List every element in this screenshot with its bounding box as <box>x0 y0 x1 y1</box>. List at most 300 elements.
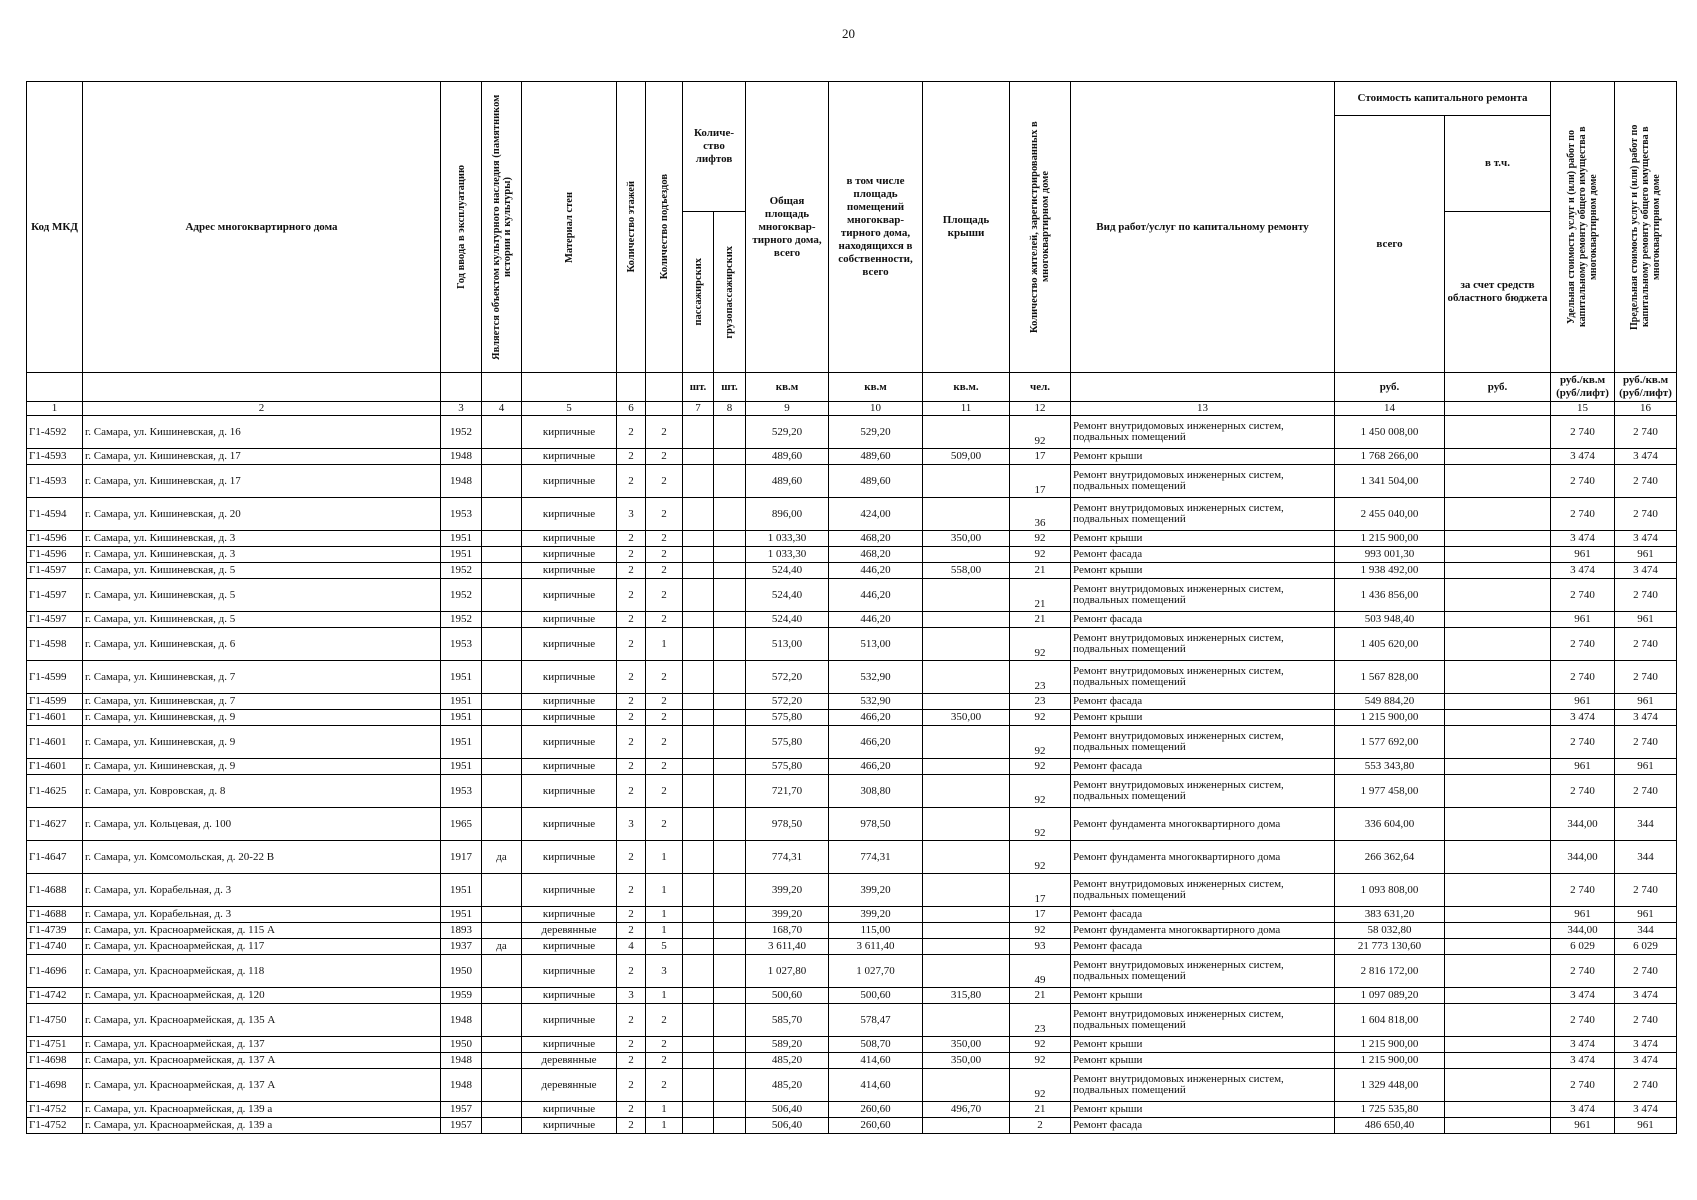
cell-code: Г1-4739 <box>27 923 83 939</box>
cell-roof-area <box>923 874 1010 907</box>
cell-year: 1952 <box>441 563 482 579</box>
cell-cost-total: 1 450 008,00 <box>1335 416 1445 449</box>
cell-lifts-freight <box>714 661 746 694</box>
cell-unit-cost: 344,00 <box>1551 808 1615 841</box>
cell-heritage <box>482 465 522 498</box>
cell-heritage <box>482 563 522 579</box>
cell-residents: 92 <box>1010 775 1071 808</box>
cell-cost-regional <box>1445 498 1551 531</box>
table-header <box>27 82 1677 416</box>
column-number: 7 <box>683 402 714 416</box>
table-row <box>27 988 1677 1004</box>
cell-heritage <box>482 955 522 988</box>
cell-cost-total: 58 032,80 <box>1335 923 1445 939</box>
cell-wall-material: кирпичные <box>522 874 617 907</box>
column-number: 11 <box>923 402 1010 416</box>
cell-year: 1948 <box>441 1053 482 1069</box>
cell-year: 1952 <box>441 612 482 628</box>
cell-lifts-passenger <box>683 465 714 498</box>
cell-wall-material: кирпичные <box>522 939 617 955</box>
cell-roof-area <box>923 628 1010 661</box>
cell-address: г. Самара, ул. Корабельная, д. 3 <box>83 907 441 923</box>
table-row <box>27 661 1677 694</box>
cell-heritage <box>482 694 522 710</box>
cell-entrances: 2 <box>646 808 683 841</box>
cell-floors: 2 <box>617 416 646 449</box>
cell-residents: 21 <box>1010 579 1071 612</box>
cell-floors: 2 <box>617 874 646 907</box>
cell-year: 1950 <box>441 955 482 988</box>
cell-lifts-freight <box>714 579 746 612</box>
cell-owned-area: 578,47 <box>829 1004 923 1037</box>
cell-roof-area <box>923 579 1010 612</box>
cell-address: г. Самара, ул. Комсомольская, д. 20-22 В <box>83 841 441 874</box>
cell-total-area: 399,20 <box>746 874 829 907</box>
cell-unit-cost: 2 740 <box>1551 955 1615 988</box>
cell-entrances: 2 <box>646 498 683 531</box>
table-row <box>27 710 1677 726</box>
cell-lifts-passenger <box>683 1037 714 1053</box>
table-row <box>27 1102 1677 1118</box>
cell-cost-total: 503 948,40 <box>1335 612 1445 628</box>
cell-total-area: 774,31 <box>746 841 829 874</box>
cell-address: г. Самара, ул. Кишиневская, д. 17 <box>83 449 441 465</box>
unit-sqm-owned: кв.м <box>829 373 923 402</box>
cell-residents: 17 <box>1010 449 1071 465</box>
cell-cost-regional <box>1445 1069 1551 1102</box>
cell-roof-area <box>923 775 1010 808</box>
cell-entrances: 2 <box>646 612 683 628</box>
cell-floors: 2 <box>617 710 646 726</box>
cell-address: г. Самара, ул. Красноармейская, д. 139 а <box>83 1118 441 1134</box>
cell-wall-material: кирпичные <box>522 955 617 988</box>
cell-year: 1953 <box>441 628 482 661</box>
cell-entrances: 1 <box>646 874 683 907</box>
cell-roof-area <box>923 465 1010 498</box>
cell-residents: 23 <box>1010 694 1071 710</box>
cell-residents: 2 <box>1010 1118 1071 1134</box>
cell-floors: 2 <box>617 563 646 579</box>
table-row <box>27 628 1677 661</box>
cell-floors: 2 <box>617 775 646 808</box>
cell-lifts-freight <box>714 1118 746 1134</box>
cell-total-area: 572,20 <box>746 694 829 710</box>
cell-max-cost: 2 740 <box>1615 1004 1677 1037</box>
cell-total-area: 575,80 <box>746 710 829 726</box>
cell-lifts-passenger <box>683 531 714 547</box>
cell-heritage <box>482 1102 522 1118</box>
unit-rub-per-sqm: руб./кв.м (руб/лифт) <box>1551 373 1615 402</box>
cell-total-area: 575,80 <box>746 726 829 759</box>
cell-wall-material: кирпичные <box>522 563 617 579</box>
cell-total-area: 485,20 <box>746 1053 829 1069</box>
cell-owned-area: 513,00 <box>829 628 923 661</box>
cell-lifts-passenger <box>683 710 714 726</box>
cell-heritage: да <box>482 841 522 874</box>
cell-heritage <box>482 628 522 661</box>
cell-max-cost: 344 <box>1615 923 1677 939</box>
header-including: в т.ч. <box>1445 116 1551 212</box>
cell-cost-regional <box>1445 1118 1551 1134</box>
cell-unit-cost: 6 029 <box>1551 939 1615 955</box>
cell-heritage <box>482 1069 522 1102</box>
cell-cost-total: 1 329 448,00 <box>1335 1069 1445 1102</box>
cell-address: г. Самара, ул. Кишиневская, д. 7 <box>83 694 441 710</box>
header-owned-area: в том числе площадь помещений многоквар-тирного дома, находящихся в собственности, всего <box>829 82 923 373</box>
cell-work-type: Ремонт внутридомовых инженерных систем, подвальных помещений <box>1071 1069 1335 1102</box>
header-heritage: Является объектом культурного наследия (памятником истории и культуры) <box>482 82 522 373</box>
cell-year: 1951 <box>441 874 482 907</box>
cell-owned-area: 500,60 <box>829 988 923 1004</box>
cell-year: 1951 <box>441 531 482 547</box>
cell-heritage <box>482 808 522 841</box>
cell-total-area: 978,50 <box>746 808 829 841</box>
cell-cost-total: 1 405 620,00 <box>1335 628 1445 661</box>
cell-cost-regional <box>1445 694 1551 710</box>
cell-year: 1957 <box>441 1118 482 1134</box>
cell-residents: 92 <box>1010 628 1071 661</box>
cell-roof-area: 350,00 <box>923 1037 1010 1053</box>
cell-total-area: 485,20 <box>746 1069 829 1102</box>
column-number: 14 <box>1335 402 1445 416</box>
header-address: Адрес многоквартирного дома <box>83 82 441 373</box>
cell-entrances: 1 <box>646 907 683 923</box>
unit-sqm-roof: кв.м. <box>923 373 1010 402</box>
cell-unit-cost: 961 <box>1551 1118 1615 1134</box>
cell-floors: 3 <box>617 988 646 1004</box>
cell-unit-cost: 2 740 <box>1551 726 1615 759</box>
header-unit-cost: Удельная стоимость услуг и (или) работ по капитальному ремонту общего имущества в многоквартирном доме <box>1551 82 1615 373</box>
cell-max-cost: 961 <box>1615 694 1677 710</box>
header-entrances: Количество подъездов <box>646 82 683 373</box>
cell-work-type: Ремонт крыши <box>1071 1037 1335 1053</box>
cell-lifts-passenger <box>683 416 714 449</box>
column-number: 6 <box>617 402 646 416</box>
header-lifts-passenger: пассажирских <box>683 212 714 373</box>
cell-unit-cost: 2 740 <box>1551 416 1615 449</box>
cell-cost-regional <box>1445 416 1551 449</box>
cell-lifts-passenger <box>683 808 714 841</box>
cell-floors: 2 <box>617 449 646 465</box>
cell-owned-area: 532,90 <box>829 661 923 694</box>
cell-code: Г1-4627 <box>27 808 83 841</box>
cell-roof-area <box>923 939 1010 955</box>
cell-cost-regional <box>1445 1053 1551 1069</box>
cell-entrances: 2 <box>646 547 683 563</box>
cell-owned-area: 399,20 <box>829 874 923 907</box>
cell-heritage <box>482 710 522 726</box>
table-row <box>27 726 1677 759</box>
header-cost-total: всего <box>1335 116 1445 373</box>
cell-code: Г1-4597 <box>27 579 83 612</box>
cell-lifts-passenger <box>683 726 714 759</box>
cell-cost-total: 1 341 504,00 <box>1335 465 1445 498</box>
cell-cost-total: 1 725 535,80 <box>1335 1102 1445 1118</box>
cell-wall-material: кирпичные <box>522 775 617 808</box>
cell-roof-area: 509,00 <box>923 449 1010 465</box>
cell-address: г. Самара, ул. Красноармейская, д. 115 А <box>83 923 441 939</box>
header-year: Год ввода в эксплуатацию <box>441 82 482 373</box>
cell-heritage <box>482 759 522 775</box>
cell-wall-material: кирпичные <box>522 661 617 694</box>
cell-address: г. Самара, ул. Красноармейская, д. 120 <box>83 988 441 1004</box>
cell-cost-regional <box>1445 465 1551 498</box>
cell-work-type: Ремонт внутридомовых инженерных систем, подвальных помещений <box>1071 416 1335 449</box>
cell-year: 1948 <box>441 1069 482 1102</box>
cell-entrances: 2 <box>646 1037 683 1053</box>
cell-residents: 21 <box>1010 612 1071 628</box>
cell-floors: 2 <box>617 661 646 694</box>
cell-lifts-freight <box>714 1069 746 1102</box>
cell-max-cost: 2 740 <box>1615 1069 1677 1102</box>
cell-wall-material: деревянные <box>522 923 617 939</box>
cell-roof-area: 350,00 <box>923 531 1010 547</box>
cell-total-area: 506,40 <box>746 1102 829 1118</box>
cell-heritage <box>482 775 522 808</box>
unit-pcs-passenger: шт. <box>683 373 714 402</box>
cell-year: 1952 <box>441 416 482 449</box>
cell-wall-material: кирпичные <box>522 694 617 710</box>
cell-max-cost: 2 740 <box>1615 661 1677 694</box>
cell-roof-area <box>923 1069 1010 1102</box>
cell-entrances: 2 <box>646 775 683 808</box>
cell-code: Г1-4751 <box>27 1037 83 1053</box>
column-number: 1 <box>27 402 83 416</box>
cell-owned-area: 414,60 <box>829 1053 923 1069</box>
cell-owned-area: 3 611,40 <box>829 939 923 955</box>
cell-year: 1951 <box>441 694 482 710</box>
cell-lifts-freight <box>714 710 746 726</box>
cell-address: г. Самара, ул. Ковровская, д. 8 <box>83 775 441 808</box>
cell-year: 1951 <box>441 907 482 923</box>
cell-entrances: 1 <box>646 923 683 939</box>
cell-cost-regional <box>1445 1102 1551 1118</box>
cell-work-type: Ремонт внутридомовых инженерных систем, подвальных помещений <box>1071 726 1335 759</box>
cell-lifts-passenger <box>683 759 714 775</box>
table-row <box>27 955 1677 988</box>
unit-rub-total: руб. <box>1335 373 1445 402</box>
cell-entrances: 2 <box>646 710 683 726</box>
table-body <box>27 416 1677 1134</box>
cell-address: г. Самара, ул. Кишиневская, д. 9 <box>83 759 441 775</box>
cell-address: г. Самара, ул. Красноармейская, д. 118 <box>83 955 441 988</box>
cell-lifts-freight <box>714 907 746 923</box>
cell-year: 1951 <box>441 710 482 726</box>
cell-lifts-freight <box>714 416 746 449</box>
cell-address: г. Самара, ул. Кольцевая, д. 100 <box>83 808 441 841</box>
header-total-area: Общая площадь многоквар-тирного дома, всего <box>746 82 829 373</box>
cell-lifts-passenger <box>683 563 714 579</box>
cell-max-cost: 3 474 <box>1615 1037 1677 1053</box>
cell-address: г. Самара, ул. Кишиневская, д. 7 <box>83 661 441 694</box>
table-row <box>27 923 1677 939</box>
cell-unit-cost: 3 474 <box>1551 1102 1615 1118</box>
table-row <box>27 465 1677 498</box>
cell-code: Г1-4696 <box>27 955 83 988</box>
cell-code: Г1-4688 <box>27 874 83 907</box>
cell-cost-regional <box>1445 563 1551 579</box>
cell-floors: 2 <box>617 759 646 775</box>
cell-max-cost: 3 474 <box>1615 1102 1677 1118</box>
cell-roof-area <box>923 694 1010 710</box>
cell-year: 1952 <box>441 579 482 612</box>
cell-roof-area: 496,70 <box>923 1102 1010 1118</box>
cell-residents: 23 <box>1010 1004 1071 1037</box>
cell-entrances: 3 <box>646 955 683 988</box>
cell-lifts-freight <box>714 547 746 563</box>
cell-roof-area <box>923 498 1010 531</box>
cell-owned-area: 529,20 <box>829 416 923 449</box>
cell-owned-area: 260,60 <box>829 1102 923 1118</box>
cell-cost-total: 1 093 808,00 <box>1335 874 1445 907</box>
cell-owned-area: 260,60 <box>829 1118 923 1134</box>
cell-wall-material: кирпичные <box>522 612 617 628</box>
cell-total-area: 585,70 <box>746 1004 829 1037</box>
table-row <box>27 694 1677 710</box>
cell-floors: 3 <box>617 498 646 531</box>
cell-residents: 49 <box>1010 955 1071 988</box>
cell-cost-total: 993 001,30 <box>1335 547 1445 563</box>
cell-work-type: Ремонт фасада <box>1071 547 1335 563</box>
cell-unit-cost: 961 <box>1551 907 1615 923</box>
cell-year: 1948 <box>441 1004 482 1037</box>
cell-max-cost: 2 740 <box>1615 579 1677 612</box>
cell-floors: 2 <box>617 531 646 547</box>
cell-code: Г1-4599 <box>27 694 83 710</box>
header-wall-material: Материал стен <box>522 82 617 373</box>
cell-roof-area <box>923 612 1010 628</box>
cell-lifts-passenger <box>683 547 714 563</box>
cell-roof-area <box>923 759 1010 775</box>
column-numbers-row <box>27 402 1677 416</box>
cell-max-cost: 6 029 <box>1615 939 1677 955</box>
cell-owned-area: 508,70 <box>829 1037 923 1053</box>
cell-wall-material: кирпичные <box>522 579 617 612</box>
cell-cost-regional <box>1445 775 1551 808</box>
cell-wall-material: деревянные <box>522 1069 617 1102</box>
cell-work-type: Ремонт крыши <box>1071 1053 1335 1069</box>
cell-cost-regional <box>1445 759 1551 775</box>
cell-wall-material: кирпичные <box>522 841 617 874</box>
header-floors: Количество этажей <box>617 82 646 373</box>
cell-residents: 92 <box>1010 547 1071 563</box>
cell-year: 1950 <box>441 1037 482 1053</box>
cell-entrances: 2 <box>646 694 683 710</box>
cell-unit-cost: 961 <box>1551 759 1615 775</box>
cell-total-area: 168,70 <box>746 923 829 939</box>
cell-wall-material: кирпичные <box>522 416 617 449</box>
cell-heritage <box>482 874 522 907</box>
cell-cost-regional <box>1445 874 1551 907</box>
capital-repair-table <box>26 81 1677 1134</box>
cell-residents: 17 <box>1010 465 1071 498</box>
cell-cost-total: 1 567 828,00 <box>1335 661 1445 694</box>
cell-work-type: Ремонт внутридомовых инженерных систем, подвальных помещений <box>1071 775 1335 808</box>
column-number: 8 <box>714 402 746 416</box>
cell-lifts-freight <box>714 628 746 661</box>
cell-entrances: 2 <box>646 465 683 498</box>
column-number: 15 <box>1551 402 1615 416</box>
cell-lifts-freight <box>714 808 746 841</box>
cell-code: Г1-4594 <box>27 498 83 531</box>
cell-cost-regional <box>1445 841 1551 874</box>
cell-residents: 92 <box>1010 416 1071 449</box>
cell-year: 1959 <box>441 988 482 1004</box>
cell-cost-total: 1 436 856,00 <box>1335 579 1445 612</box>
cell-floors: 2 <box>617 612 646 628</box>
cell-code: Г1-4593 <box>27 465 83 498</box>
cell-cost-regional <box>1445 726 1551 759</box>
cell-max-cost: 2 740 <box>1615 465 1677 498</box>
column-number: 2 <box>83 402 441 416</box>
cell-floors: 2 <box>617 579 646 612</box>
cell-lifts-freight <box>714 1004 746 1037</box>
cell-roof-area <box>923 841 1010 874</box>
cell-heritage <box>482 1004 522 1037</box>
cell-unit-cost: 961 <box>1551 612 1615 628</box>
cell-address: г. Самара, ул. Кишиневская, д. 3 <box>83 531 441 547</box>
cell-year: 1948 <box>441 465 482 498</box>
table-row <box>27 874 1677 907</box>
cell-work-type: Ремонт крыши <box>1071 531 1335 547</box>
cell-address: г. Самара, ул. Красноармейская, д. 137 А <box>83 1069 441 1102</box>
cell-lifts-passenger <box>683 579 714 612</box>
cell-wall-material: кирпичные <box>522 465 617 498</box>
table-row <box>27 907 1677 923</box>
cell-code: Г1-4593 <box>27 449 83 465</box>
header-work-type: Вид работ/услуг по капитальному ремонту <box>1071 82 1335 373</box>
cell-cost-total: 1 577 692,00 <box>1335 726 1445 759</box>
cell-floors: 2 <box>617 907 646 923</box>
unit-rub-per-sqm-max: руб./кв.м (руб/лифт) <box>1615 373 1677 402</box>
column-number <box>1445 402 1551 416</box>
column-number <box>646 402 683 416</box>
cell-lifts-passenger <box>683 449 714 465</box>
cell-address: г. Самара, ул. Красноармейская, д. 117 <box>83 939 441 955</box>
cell-owned-area: 466,20 <box>829 710 923 726</box>
cell-work-type: Ремонт фасада <box>1071 612 1335 628</box>
cell-heritage <box>482 531 522 547</box>
cell-address: г. Самара, ул. Красноармейская, д. 135 А <box>83 1004 441 1037</box>
cell-roof-area: 315,80 <box>923 988 1010 1004</box>
cell-roof-area <box>923 1118 1010 1134</box>
cell-max-cost: 961 <box>1615 759 1677 775</box>
cell-owned-area: 466,20 <box>829 759 923 775</box>
cell-cost-regional <box>1445 612 1551 628</box>
cell-unit-cost: 2 740 <box>1551 775 1615 808</box>
cell-entrances: 2 <box>646 579 683 612</box>
table-row <box>27 1053 1677 1069</box>
cell-unit-cost: 344,00 <box>1551 841 1615 874</box>
cell-code: Г1-4688 <box>27 907 83 923</box>
cell-address: г. Самара, ул. Красноармейская, д. 137 А <box>83 1053 441 1069</box>
cell-year: 1951 <box>441 759 482 775</box>
cell-entrances: 1 <box>646 988 683 1004</box>
cell-year: 1953 <box>441 498 482 531</box>
cell-year: 1951 <box>441 726 482 759</box>
table-row <box>27 1069 1677 1102</box>
cell-entrances: 5 <box>646 939 683 955</box>
cell-residents: 92 <box>1010 1069 1071 1102</box>
table-row <box>27 808 1677 841</box>
header-lifts: Количе-ство лифтов <box>683 82 746 212</box>
cell-lifts-freight <box>714 498 746 531</box>
cell-total-area: 524,40 <box>746 563 829 579</box>
table-row <box>27 612 1677 628</box>
cell-unit-cost: 2 740 <box>1551 1004 1615 1037</box>
cell-entrances: 2 <box>646 1004 683 1037</box>
cell-max-cost: 2 740 <box>1615 955 1677 988</box>
